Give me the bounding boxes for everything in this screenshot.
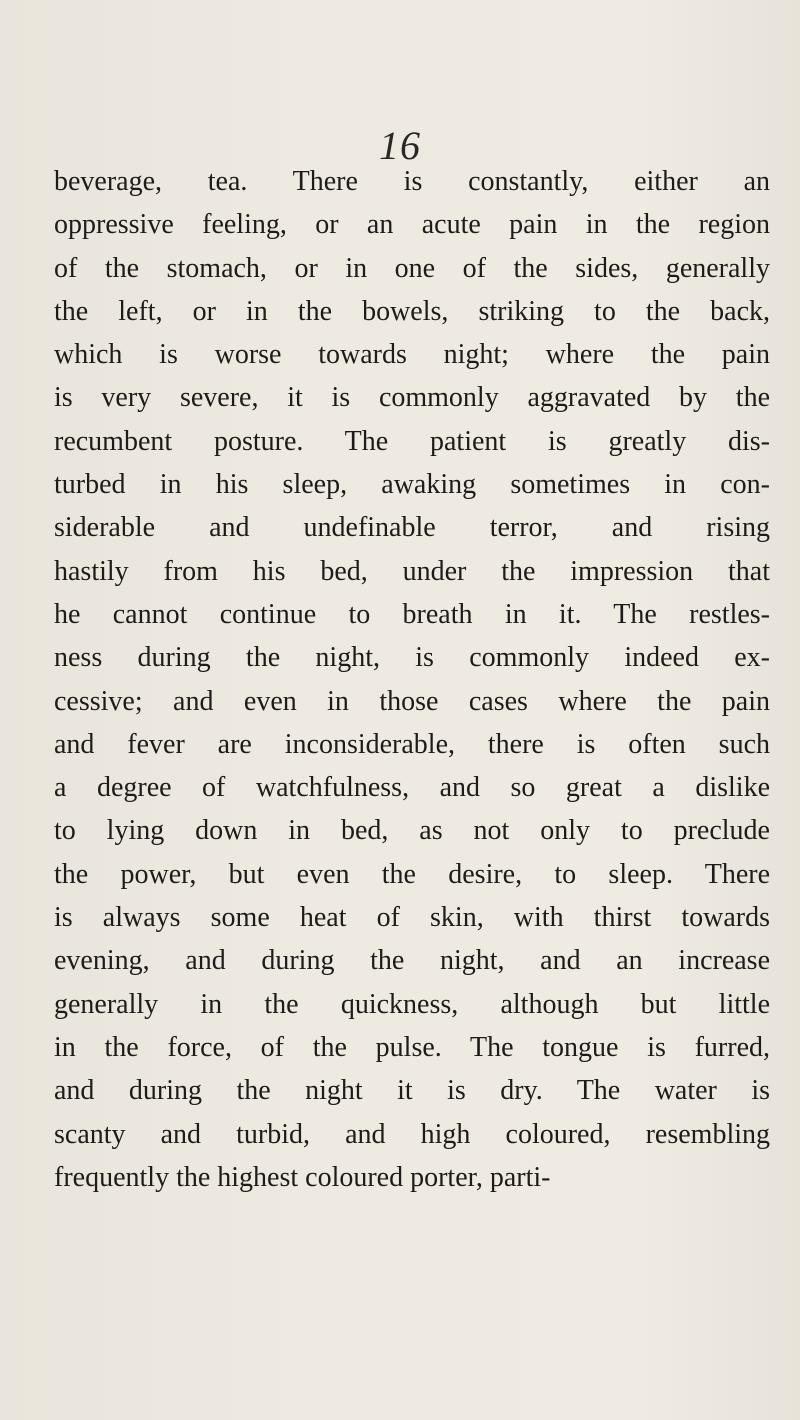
text-line: cessive; and even in those cases where the pain: [54, 685, 770, 717]
text-line: a degree of watchfulness, and so great a dislike: [54, 772, 770, 804]
text-line: to lying down in bed, as not only to preclude: [54, 815, 770, 847]
text-line: evening, and during the night, and an increase: [54, 945, 770, 977]
text-line: in the force, of the pulse. The tongue is furred,: [54, 1031, 770, 1063]
text-line: which is worse towards night; where the pain: [54, 339, 770, 371]
text-line: and fever are inconsiderable, there is often such: [54, 728, 770, 760]
text-line: is very severe, it is commonly aggravated by the: [54, 382, 770, 414]
text-line: turbed in his sleep, awaking sometimes in con-: [54, 469, 770, 501]
text-line: and during the night it is dry. The water is: [54, 1075, 770, 1107]
text-line: frequently the highest coloured porter, parti-: [54, 1161, 551, 1193]
text-line: generally in the quickness, although but little: [54, 988, 770, 1020]
text-line: of the stomach, or in one of the sides, generally: [54, 252, 770, 284]
page-number: 16: [379, 123, 421, 168]
text-line: oppressive feeling, or an acute pain in the region: [54, 209, 770, 241]
text-line: the left, or in the bowels, striking to the back,: [54, 295, 770, 327]
text-line: the power, but even the desire, to sleep. There: [54, 858, 770, 890]
text-line: ness during the night, is commonly indeed ex-: [54, 642, 770, 674]
text-line: he cannot continue to breath in it. The restles-: [54, 598, 770, 630]
text-line: scanty and turbid, and high coloured, resembling: [54, 1118, 770, 1150]
text-line: siderable and undefinable terror, and rising: [54, 512, 770, 544]
text-line: recumbent posture. The patient is greatly dis-: [54, 425, 770, 457]
text-line: is always some heat of skin, with thirst towards: [54, 902, 770, 934]
body-text: [54, 160, 770, 1199]
text-line: hastily from his bed, under the impression that: [54, 555, 770, 587]
text-line: beverage, tea. There is constantly, either an: [54, 166, 770, 197]
